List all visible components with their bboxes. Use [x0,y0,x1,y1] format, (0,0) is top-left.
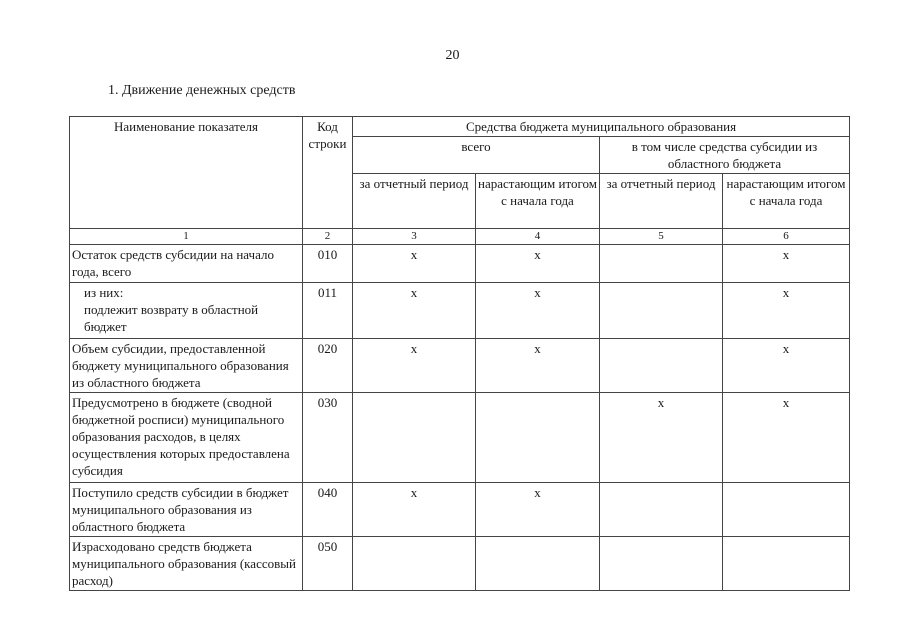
table-row [70,339,850,393]
row-cell [600,483,723,537]
row-cell: x [723,245,850,283]
row-cell: x [476,283,600,339]
row-code: 010 [303,245,353,283]
header-row-code: Код строки [303,117,353,229]
header-row-1 [70,117,850,137]
header-municipal-funds: Средства бюджета муниципального образования [353,117,850,137]
row-name: Предусмотрено в бюджете (сводной бюджетной росписи) муниципального образования расходов, в целях осуществления которых предоставлена субсидия [70,393,303,483]
row-code: 020 [303,339,353,393]
header-total-cumulative: нарастающим итогом с начала года [476,174,600,229]
row-cell: x [353,339,476,393]
row-cell: x [723,283,850,339]
column-number: 5 [600,229,723,245]
table-row [70,393,850,483]
row-code: 011 [303,283,353,339]
header-including-subsidy: в том числе средства субсидии из областного бюджета [600,137,850,174]
column-number-row [70,229,850,245]
column-number: 2 [303,229,353,245]
column-number: 6 [723,229,850,245]
row-cell: x [723,393,850,483]
row-cell [600,537,723,591]
header-total: всего [353,137,600,174]
row-cell: x [353,483,476,537]
row-cell [476,393,600,483]
row-name: Объем субсидии, предоставленной бюджету муниципального образования из областного бюджета [70,339,303,393]
page-number: 20 [445,48,460,63]
row-cell [600,283,723,339]
table-row [70,483,850,537]
column-number: 1 [70,229,303,245]
header-subsidy-reporting-period: за отчетный период [600,174,723,229]
header-indicator-name: Наименование показателя [70,117,303,229]
row-name: Поступило средств субсидии в бюджет муниципального образования из областного бюджета [70,483,303,537]
row-cell [353,537,476,591]
row-cell: x [353,283,476,339]
row-cell [600,245,723,283]
row-code: 040 [303,483,353,537]
row-name: Остаток средств субсидии на начало года, всего [70,245,303,283]
header-subsidy-cumulative: нарастающим итогом с начала года [723,174,850,229]
row-cell [723,483,850,537]
row-cell: x [476,245,600,283]
table-row [70,283,850,339]
header-total-reporting-period: за отчетный период [353,174,476,229]
table-row [70,245,850,283]
row-name: из них: подлежит возврату в областной бюджет [70,283,303,339]
table-row [70,537,850,591]
row-code: 030 [303,393,353,483]
row-cell [600,339,723,393]
row-cell: x [476,483,600,537]
row-cell: x [600,393,723,483]
row-cell: x [353,245,476,283]
row-cell [353,393,476,483]
row-name: Израсходовано средств бюджета муниципального образования (кассовый расход) [70,537,303,591]
row-code: 050 [303,537,353,591]
cash-flow-table [69,116,850,591]
row-cell: x [476,339,600,393]
column-number: 4 [476,229,600,245]
column-number: 3 [353,229,476,245]
row-cell [723,537,850,591]
row-cell [476,537,600,591]
row-cell: x [723,339,850,393]
section-title: 1. Движение денежных средств [108,83,296,98]
